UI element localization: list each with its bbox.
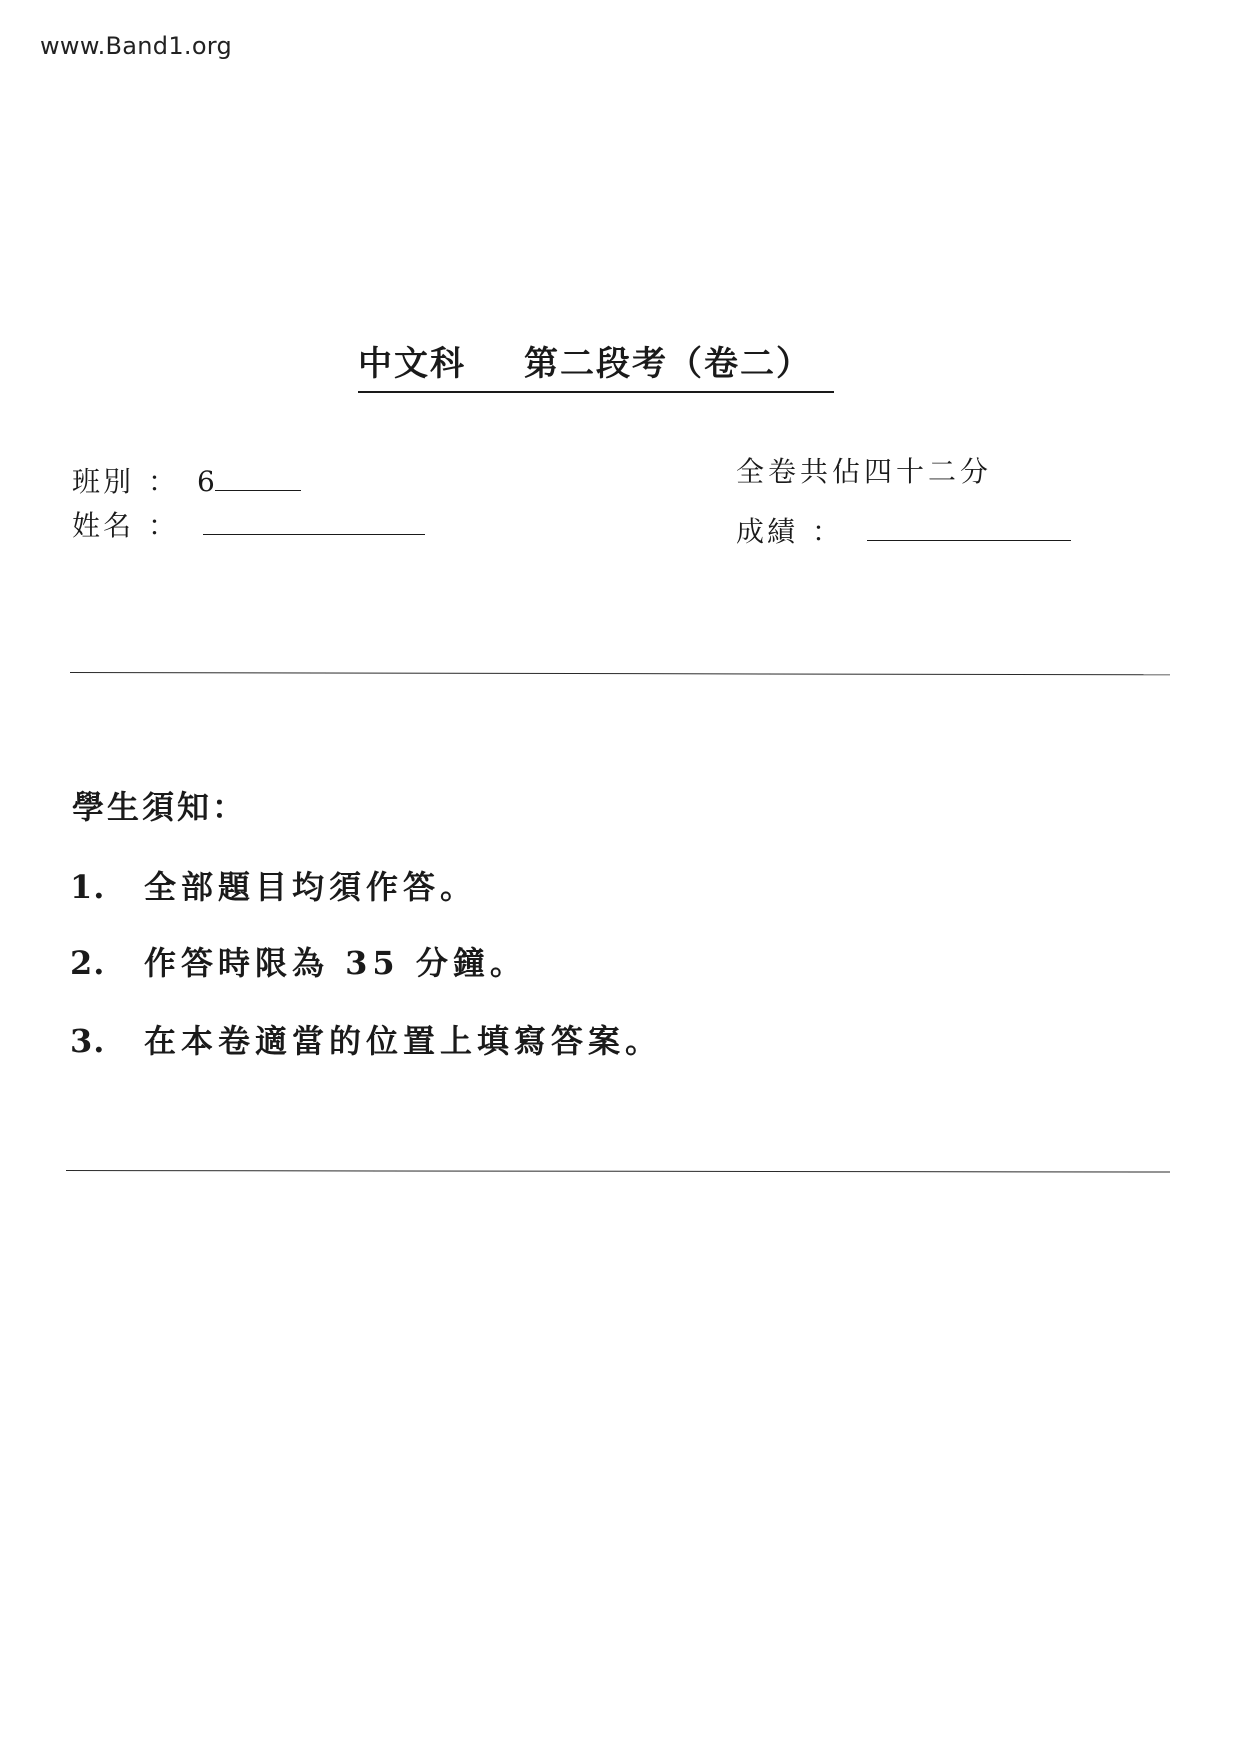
score-field	[736, 510, 1071, 550]
exam-title	[358, 336, 834, 393]
class-label: 班別	[72, 465, 135, 498]
name-label: 姓名	[72, 509, 135, 542]
score-label: 成績	[736, 515, 799, 548]
instruction-item	[70, 862, 477, 908]
subject-title: 中文科	[358, 344, 466, 384]
instruction-number: 2.	[70, 944, 106, 982]
total-marks-note: 全卷共佔四十二分	[736, 455, 993, 488]
website-watermark: www.Band1.org	[40, 32, 233, 60]
score-colon: ：	[812, 515, 844, 548]
class-colon: ：	[148, 465, 180, 498]
instruction-item	[70, 938, 527, 984]
top-divider	[70, 672, 1170, 675]
name-colon: ：	[148, 509, 180, 542]
class-field	[72, 460, 301, 500]
instruction-text: 全部題目均須作答。	[144, 868, 478, 906]
instruction-item	[70, 1016, 662, 1062]
class-value: 6	[197, 465, 215, 498]
exam-paper-title: 第二段考（卷二）	[524, 344, 812, 384]
instruction-text: 作答時限為 35 分鐘。	[144, 944, 527, 982]
name-blank-line[interactable]	[203, 504, 425, 535]
instruction-text: 在本卷適當的位置上填寫答案。	[144, 1022, 663, 1060]
score-blank-line[interactable]	[867, 510, 1071, 541]
instruction-number: 3.	[70, 1022, 106, 1060]
class-blank-line[interactable]	[215, 460, 301, 491]
instruction-number: 1.	[70, 868, 106, 906]
bottom-divider	[66, 1170, 1170, 1173]
name-field	[72, 504, 425, 544]
student-notice-heading: 學生須知：	[72, 788, 248, 826]
